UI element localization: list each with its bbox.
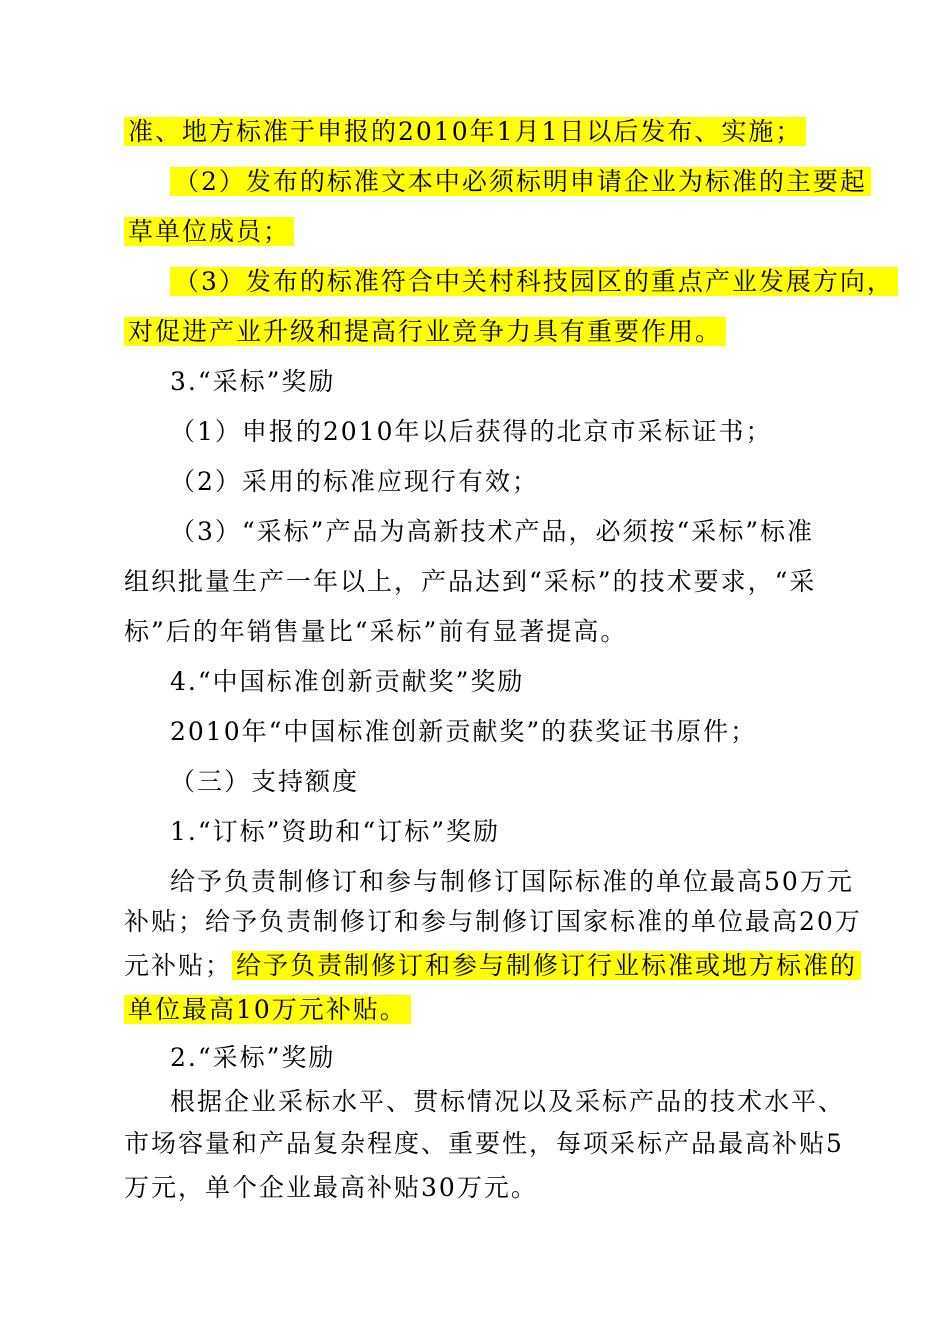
section-heading: 2.“采标”奖励 — [170, 1043, 336, 1072]
text-line: 根据企业采标水平、贯标情况以及采标产品的技术水平、 — [170, 1087, 846, 1116]
highlighted-text: 准、地方标准于申报的2010年1月1日以后发布、实施； — [124, 117, 806, 146]
text-line: 万元，单个企业最高补贴30万元。 — [124, 1173, 538, 1202]
section-heading: 1.“订标”资助和“订标”奖励 — [170, 817, 500, 846]
highlighted-text: 对促进产业升级和提高行业竞争力具有重要作用。 — [124, 317, 726, 346]
highlighted-text: （2）发布的标准文本中必须标明申请企业为标准的主要起 — [170, 167, 871, 196]
text-line — [124, 946, 861, 986]
text-line — [124, 312, 726, 352]
text-line — [124, 990, 411, 1030]
text-line: 市场容量和产品复杂程度、重要性，每项采标产品最高补贴5 — [124, 1129, 844, 1158]
section-heading: 4.“中国标准创新贡献奖”奖励 — [170, 667, 525, 696]
text-line — [124, 112, 806, 152]
text-line: （2）采用的标准应现行有效； — [170, 467, 539, 496]
text-line: 标”后的年销售量比“采标”前有显著提高。 — [124, 617, 628, 646]
highlighted-text: 草单位成员； — [124, 217, 294, 246]
text-line: （3）“采标”产品为高新技术产品，必须按“采标”标准 — [170, 517, 815, 546]
text-line: 组织批量生产一年以上，产品达到“采标”的技术要求，“采 — [124, 567, 817, 596]
highlighted-text: （3）发布的标准符合中关村科技园区的重点产业发展方向， — [170, 267, 898, 296]
section-heading: 3.“采标”奖励 — [170, 367, 336, 396]
highlighted-text: 给予负责制修订和参与制修订行业标准或地方标准的 — [232, 951, 861, 980]
plain-text: 元补贴； — [124, 951, 233, 980]
text-line — [124, 212, 294, 252]
text-line — [170, 162, 871, 202]
highlighted-text: 单位最高10万元补贴。 — [124, 995, 411, 1024]
section-heading: （三）支持额度 — [170, 767, 360, 796]
text-line: （1）申报的2010年以后获得的北京市采标证书； — [170, 417, 773, 446]
text-line: 给予负责制修订和参与制修订国际标准的单位最高50万元 — [170, 867, 854, 896]
text-line: 补贴；给予负责制修订和参与制修订国家标准的单位最高20万 — [124, 907, 862, 936]
text-line: 2010年“中国标准创新贡献奖”的获奖证书原件； — [170, 717, 758, 746]
text-line — [170, 262, 898, 302]
